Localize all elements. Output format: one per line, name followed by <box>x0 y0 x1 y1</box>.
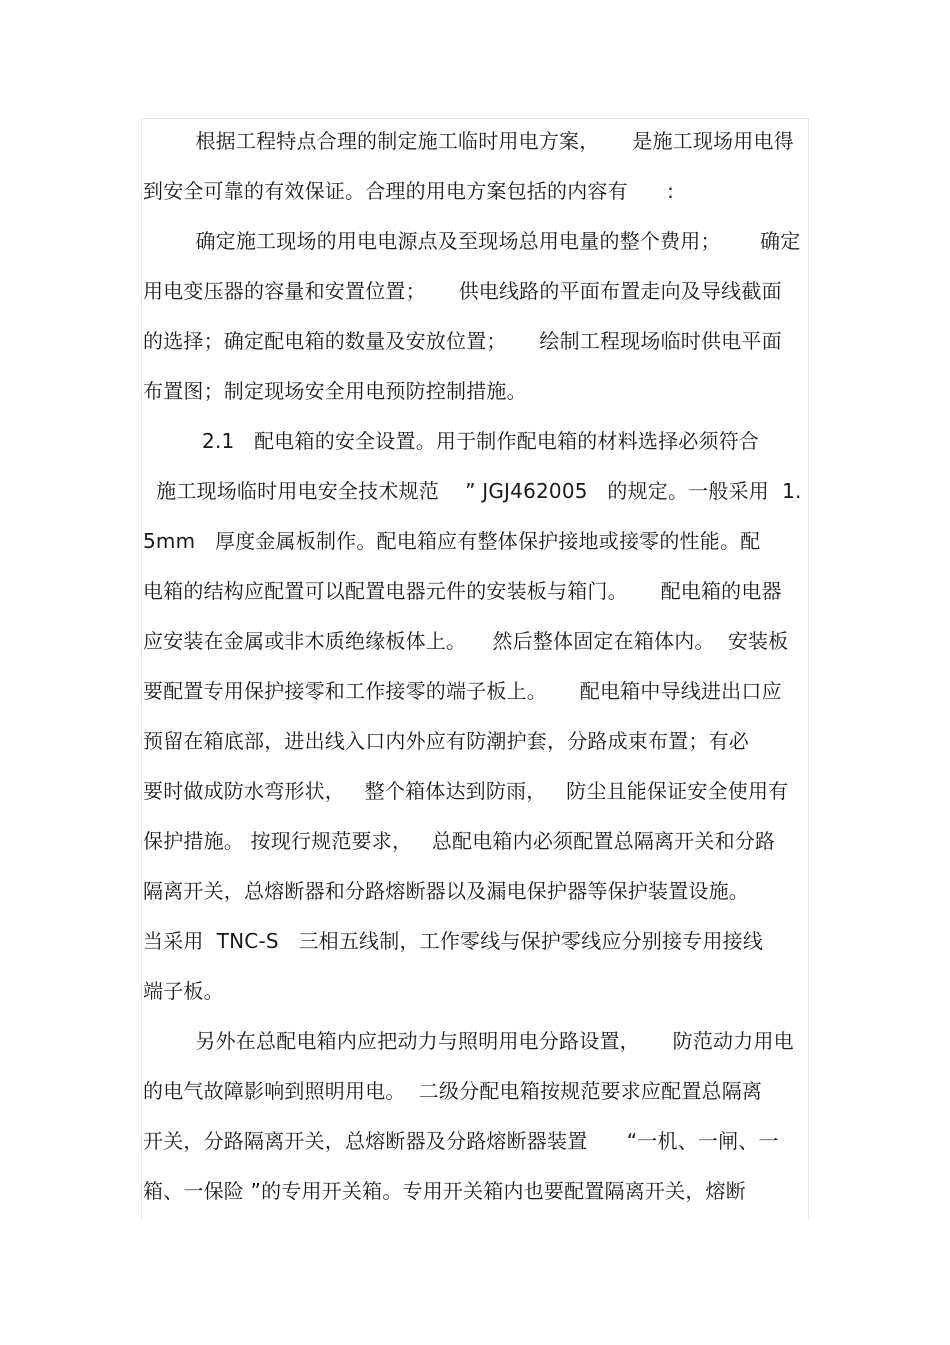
text-line: 的电气故障影响到照明用电。 二级分配电箱按规范要求应配置总隔离 <box>143 1079 763 1103</box>
text-line: 当采用 TNC-S 三相五线制，工作零线与保护零线应分别接专用接线 <box>143 929 764 953</box>
text-line: 另外在总配电箱内应把动力与照明用电分路设置， 防范动力用电 <box>143 1029 794 1053</box>
text-line: 预留在箱底部，进出线入口内外应有防潮护套，分路成束布置；有必 <box>143 729 749 753</box>
text-line: 端子板。 <box>143 979 224 1003</box>
text-line: 要配置专用保护接零和工作接零的端子板上。 配电箱中导线进出口应 <box>143 679 782 703</box>
text-line: 的选择；确定配电箱的数量及安放位置； 绘制工程现场临时供电平面 <box>143 329 782 353</box>
text-line: 施工现场临时用电安全技术规范 ” JGJ462005 的规定。一般采用 1. <box>143 479 802 503</box>
text-line: 要时做成防水弯形状， 整个箱体达到防雨， 防尘且能保证安全使用有 <box>143 779 789 803</box>
text-line: 电箱的结构应配置可以配置电器元件的安装板与箱门。 配电箱的电器 <box>143 579 782 603</box>
text-line: 到安全可靠的有效保证。合理的用电方案包括的内容有 : <box>143 179 675 203</box>
text-line: 确定施工现场的用电电源点及至现场总用电量的整个费用； 确定 <box>143 229 801 253</box>
text-line: 箱、一保险 ”的专用开关箱。专用开关箱内也要配置隔离开关，熔断 <box>143 1179 746 1203</box>
text-line: 开关，分路隔离开关，总熔断器及分路熔断器装置 “一机、一闸、一 <box>143 1129 779 1153</box>
text-line: 保护措施。 按现行规范要求， 总配电箱内必须配置总隔离开关和分路 <box>143 829 776 853</box>
text-line: 布置图；制定现场安全用电预防控制措施。 <box>143 379 527 403</box>
text-line: 隔离开关，总熔断器和分路熔断器以及漏电保护器等保护装置设施。 <box>143 879 749 903</box>
text-line: 2.1 配电箱的安全设置。用于制作配电箱的材料选择必须符合 <box>143 429 760 453</box>
text-line: 根据工程特点合理的制定施工临时用电方案， 是施工现场用电得 <box>143 129 794 153</box>
text-line: 用电变压器的容量和安置位置； 供电线路的平面布置走向及导线截面 <box>143 279 782 303</box>
text-line: 应安装在金属或非木质绝缘板体上。 然后整体固定在箱体内。 安装板 <box>143 629 789 653</box>
text-line: 5mm 厚度金属板制作。配电箱应有整体保护接地或接零的性能。配 <box>143 529 761 553</box>
